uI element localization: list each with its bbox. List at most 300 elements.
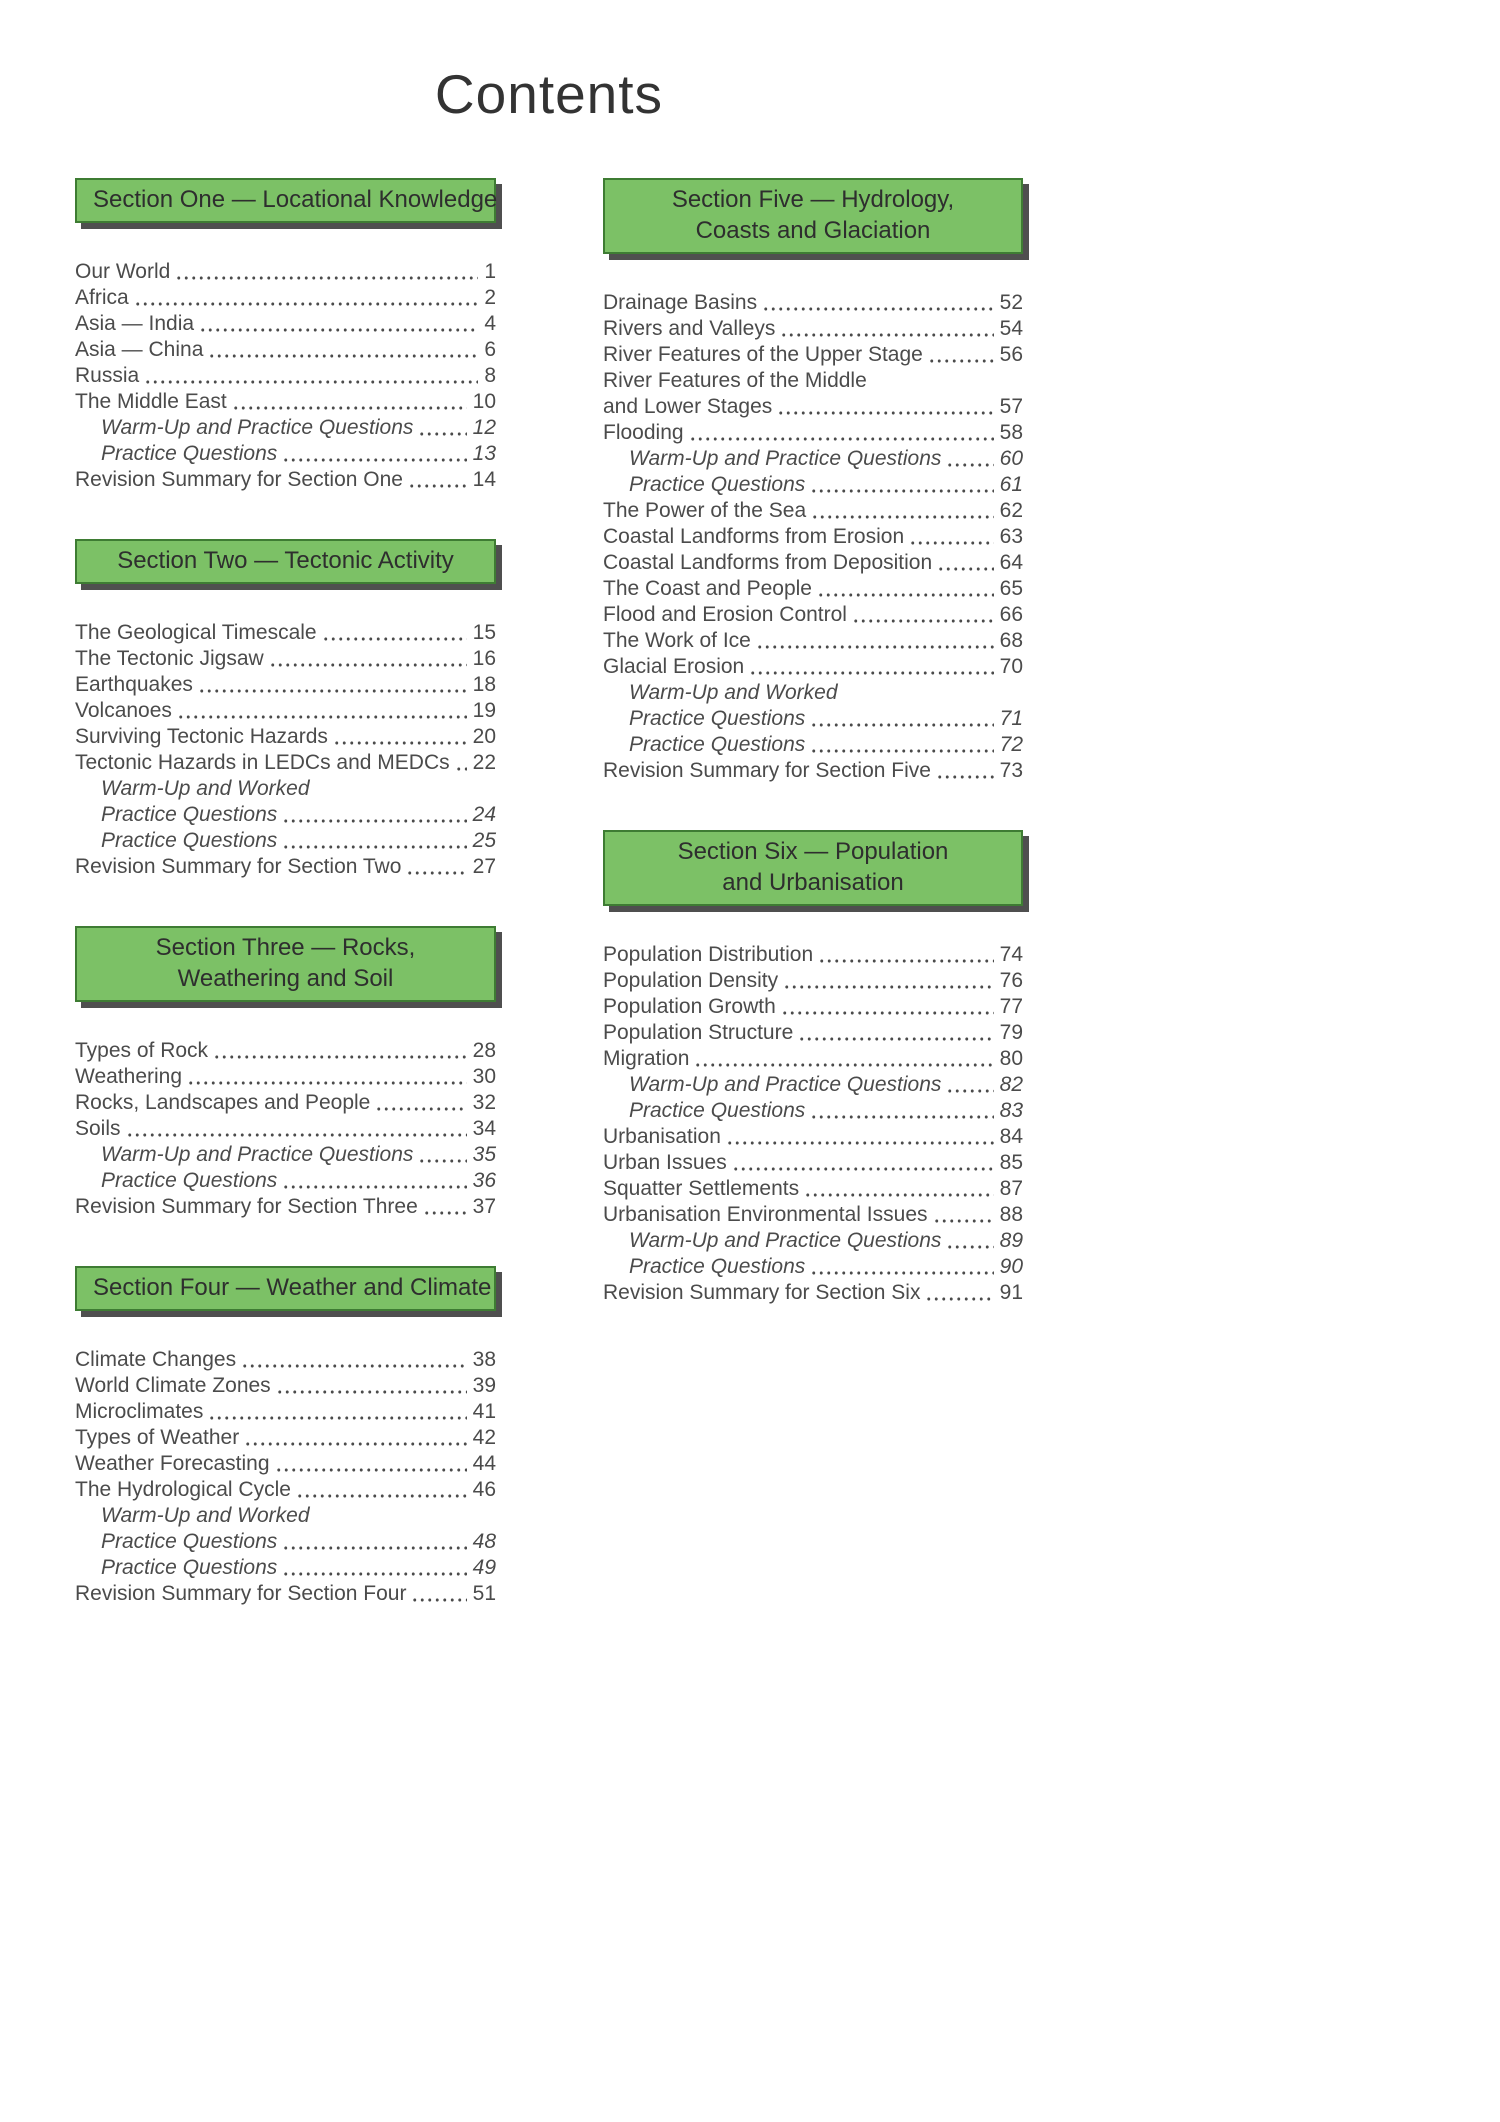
toc-entry-page: 91 (999, 1281, 1023, 1304)
dot-leader (816, 576, 994, 602)
toc-entry-page: 12 (472, 416, 496, 439)
toc-section (75, 493, 496, 880)
toc-entry-label: Climate Changes (75, 1348, 237, 1371)
toc-entry-label: Migration (603, 1047, 690, 1070)
section-heading: Section Six — Population (677, 838, 949, 865)
toc-entry (75, 776, 496, 802)
toc-entry-page: 38 (472, 1348, 496, 1371)
dot-leader (809, 1254, 993, 1280)
toc-entry (603, 942, 1023, 968)
toc-entry (603, 498, 1023, 524)
toc-entry (75, 620, 496, 646)
toc-entry-page: 61 (999, 473, 1023, 496)
toc-entry-label: Revision Summary for Section Five (603, 759, 931, 782)
toc-entry (603, 368, 1023, 394)
toc-entry-label: Practice Questions (629, 1099, 806, 1122)
toc-section (75, 1220, 496, 1607)
dot-leader (410, 1581, 466, 1607)
toc-entry-page: 64 (999, 551, 1023, 574)
toc-entry (603, 1098, 1023, 1124)
toc-entry-label: Urbanisation (603, 1125, 721, 1148)
toc-entry (75, 363, 496, 389)
dot-leader (809, 706, 993, 732)
toc-entry (603, 316, 1023, 342)
toc-entry-page: 68 (999, 629, 1023, 652)
dot-leader (417, 1142, 466, 1168)
toc-entry (75, 415, 496, 441)
toc-entry-page: 28 (472, 1039, 496, 1062)
toc-entry-label: Microclimates (75, 1400, 204, 1423)
toc-entry (603, 1150, 1023, 1176)
toc-entry-page: 62 (999, 499, 1023, 522)
toc-entry-page: 44 (472, 1452, 496, 1475)
toc-entry-page: 71 (999, 707, 1023, 730)
toc-entry (75, 1168, 496, 1194)
toc-entry-page: 25 (472, 829, 496, 852)
toc-entry (75, 311, 496, 337)
dot-leader (725, 1124, 994, 1150)
toc-entry (603, 1072, 1023, 1098)
toc-entry-label: Revision Summary for Section One (75, 468, 403, 491)
toc-entry (603, 968, 1023, 994)
toc-entry-label: Volcanoes (75, 699, 172, 722)
toc-entry-page: 15 (472, 621, 496, 644)
section-heading: Weathering and Soil (177, 965, 394, 992)
toc-entry (603, 290, 1023, 316)
toc-entry (75, 1529, 496, 1555)
toc-entry-page: 4 (484, 312, 496, 335)
toc-entry-label: Surviving Tectonic Hazards (75, 725, 328, 748)
toc-entry-page: 16 (472, 647, 496, 670)
toc-entry (603, 394, 1023, 420)
section-heading: Section Four — Weather and Climate (93, 1274, 492, 1301)
toc-entry-list (75, 1038, 496, 1220)
toc-entry (75, 1503, 496, 1529)
dot-leader (207, 1399, 466, 1425)
dot-leader (731, 1150, 994, 1176)
toc-entry-page: 57 (999, 395, 1023, 418)
toc-entry-list (603, 942, 1023, 1306)
toc-entry-label: Glacial Erosion (603, 655, 745, 678)
toc-entry-label: Warm-Up and Practice Questions (629, 1229, 942, 1252)
dot-leader (268, 646, 467, 672)
section-heading-box (75, 178, 496, 223)
toc-entry-label: Practice Questions (101, 1530, 278, 1553)
dot-leader (908, 524, 994, 550)
dot-leader (945, 446, 993, 472)
toc-entry-label: Population Growth (603, 995, 776, 1018)
toc-entry-label: Practice Questions (101, 1556, 278, 1579)
toc-entry (75, 854, 496, 880)
toc-entry-label: Practice Questions (629, 1255, 806, 1278)
dot-leader (274, 1451, 467, 1477)
toc-entry (603, 446, 1023, 472)
toc-entry (603, 524, 1023, 550)
toc-entry-page: 82 (999, 1073, 1023, 1096)
toc-entry (75, 259, 496, 285)
toc-entry-page: 83 (999, 1099, 1023, 1122)
dot-leader (780, 994, 994, 1020)
toc-entry-page: 74 (999, 943, 1023, 966)
toc-entry-label: River Features of the Middle (603, 369, 867, 392)
toc-entry-label: Soils (75, 1117, 121, 1140)
toc-entry (75, 646, 496, 672)
toc-entry (603, 1020, 1023, 1046)
toc-columns (75, 178, 1023, 1607)
toc-entry (75, 1116, 496, 1142)
dot-leader (275, 1373, 467, 1399)
toc-entry-label: Tectonic Hazards in LEDCs and MEDCs (75, 751, 450, 774)
dot-leader (281, 802, 466, 828)
dot-leader (945, 1228, 993, 1254)
toc-entry-page: 32 (472, 1091, 496, 1114)
toc-entry (603, 420, 1023, 446)
toc-entry-label: River Features of the Upper Stage (603, 343, 923, 366)
toc-entry (603, 706, 1023, 732)
toc-entry-page: 42 (472, 1426, 496, 1449)
dot-leader (945, 1072, 993, 1098)
toc-entry-page: 39 (472, 1374, 496, 1397)
toc-entry-page: 14 (472, 468, 496, 491)
dot-leader (779, 316, 993, 342)
dot-leader (755, 628, 994, 654)
dot-leader (186, 1064, 467, 1090)
toc-entry (75, 828, 496, 854)
toc-entry (75, 724, 496, 750)
dot-leader (281, 1529, 466, 1555)
toc-entry-page: 10 (472, 390, 496, 413)
toc-entry-page: 41 (472, 1400, 496, 1423)
toc-entry-page: 52 (999, 291, 1023, 314)
toc-entry-page: 6 (484, 338, 496, 361)
toc-entry-label: Warm-Up and Worked (101, 777, 310, 800)
toc-entry-page: 46 (472, 1478, 496, 1501)
dot-leader (243, 1425, 466, 1451)
toc-entry-label: Revision Summary for Section Two (75, 855, 402, 878)
toc-entry-page: 72 (999, 733, 1023, 756)
toc-entry-list (75, 259, 496, 493)
toc-entry (75, 467, 496, 493)
dot-leader (174, 259, 478, 285)
toc-column-1 (75, 178, 496, 1607)
dot-leader (281, 1168, 466, 1194)
toc-entry-page: 27 (472, 855, 496, 878)
section-heading-box (75, 926, 496, 1002)
toc-entry (75, 1194, 496, 1220)
toc-entry (75, 698, 496, 724)
toc-entry-label: Practice Questions (101, 829, 278, 852)
toc-entry-page: 60 (999, 447, 1023, 470)
toc-entry-page: 51 (472, 1582, 496, 1605)
toc-entry-label: The Power of the Sea (603, 499, 807, 522)
toc-entry-page: 77 (999, 995, 1023, 1018)
dot-leader (281, 441, 466, 467)
toc-entry (75, 1347, 496, 1373)
toc-entry (75, 1477, 496, 1503)
toc-entry-label: Earthquakes (75, 673, 193, 696)
toc-entry-list (75, 1347, 496, 1607)
toc-entry-label: Population Density (603, 969, 779, 992)
toc-entry-label: and Lower Stages (603, 395, 773, 418)
toc-entry-page: 1 (484, 260, 496, 283)
toc-entry-label: Asia — China (75, 338, 204, 361)
toc-entry-page: 37 (472, 1195, 496, 1218)
section-heading: Section Three — Rocks, (155, 934, 416, 961)
toc-entry-label: Warm-Up and Practice Questions (101, 416, 414, 439)
dot-leader (143, 363, 478, 389)
toc-entry-label: The Work of Ice (603, 629, 751, 652)
toc-entry-page: 84 (999, 1125, 1023, 1148)
toc-entry-list (75, 620, 496, 880)
toc-entry (603, 732, 1023, 758)
toc-entry (603, 628, 1023, 654)
toc-entry-label: Weathering (75, 1065, 183, 1088)
toc-entry-page: 58 (999, 421, 1023, 444)
toc-entry-label: Types of Weather (75, 1426, 240, 1449)
toc-entry (75, 1451, 496, 1477)
toc-entry-label: Our World (75, 260, 171, 283)
toc-entry-page: 48 (472, 1530, 496, 1553)
toc-entry-page: 85 (999, 1151, 1023, 1174)
toc-entry (603, 1046, 1023, 1072)
toc-entry-label: The Hydrological Cycle (75, 1478, 291, 1501)
toc-entry-label: Drainage Basins (603, 291, 758, 314)
toc-entry (75, 1399, 496, 1425)
section-heading-box (75, 539, 496, 584)
dot-leader (405, 854, 466, 880)
toc-entry (75, 285, 496, 311)
dot-leader (207, 337, 478, 363)
toc-entry-label: Practice Questions (101, 1169, 278, 1192)
toc-entry-label: Coastal Landforms from Deposition (603, 551, 933, 574)
dot-leader (927, 342, 994, 368)
toc-entry-page: 34 (472, 1117, 496, 1140)
dot-leader (240, 1347, 467, 1373)
toc-entry-page: 19 (472, 699, 496, 722)
toc-entry (603, 994, 1023, 1020)
dot-leader (810, 498, 994, 524)
toc-entry-label: Warm-Up and Practice Questions (629, 1073, 942, 1096)
toc-entry-page: 79 (999, 1021, 1023, 1044)
toc-entry-page: 87 (999, 1177, 1023, 1200)
contents-area (75, 62, 1023, 1607)
section-heading: Section Five — Hydrology, (671, 186, 955, 213)
toc-entry (75, 1064, 496, 1090)
toc-entry-label: Coastal Landforms from Erosion (603, 525, 905, 548)
dot-leader (417, 415, 466, 441)
dot-leader (809, 732, 993, 758)
toc-entry-label: Practice Questions (101, 803, 278, 826)
toc-entry-label: Population Distribution (603, 943, 814, 966)
toc-entry-page: 18 (472, 673, 496, 696)
section-heading: and Urbanisation (722, 869, 904, 896)
toc-entry-label: Urbanisation Environmental Issues (603, 1203, 928, 1226)
toc-entry (603, 1254, 1023, 1280)
toc-entry-label: Warm-Up and Practice Questions (629, 447, 942, 470)
toc-entry-label: Practice Questions (629, 473, 806, 496)
toc-entry (75, 389, 496, 415)
toc-entry (75, 1090, 496, 1116)
dot-leader (407, 467, 467, 493)
dot-leader (198, 311, 478, 337)
toc-entry (603, 342, 1023, 368)
toc-entry-page: 22 (472, 751, 496, 774)
dot-leader (803, 1176, 994, 1202)
dot-leader (212, 1038, 467, 1064)
section-heading-box (75, 1266, 496, 1311)
dot-leader (776, 394, 993, 420)
dot-leader (809, 1098, 993, 1124)
section-heading: Section One — Locational Knowledge (93, 186, 498, 213)
toc-entry-label: The Geological Timescale (75, 621, 317, 644)
toc-entry-page: 35 (472, 1143, 496, 1166)
toc-entry-label: Rivers and Valleys (603, 317, 776, 340)
toc-entry (603, 1280, 1023, 1306)
section-heading: Coasts and Glaciation (695, 217, 931, 244)
dot-leader (851, 602, 994, 628)
toc-entry-label: Practice Questions (629, 733, 806, 756)
toc-entry (603, 550, 1023, 576)
dot-leader (332, 724, 467, 750)
toc-column-2 (603, 178, 1023, 1607)
toc-entry-label: Flood and Erosion Control (603, 603, 847, 626)
toc-entry-label: Warm-Up and Practice Questions (101, 1143, 414, 1166)
toc-entry (603, 680, 1023, 706)
toc-entry-label: Types of Rock (75, 1039, 209, 1062)
dot-leader (133, 285, 479, 311)
toc-entry-page: 90 (999, 1255, 1023, 1278)
toc-entry-label: Practice Questions (629, 707, 806, 730)
toc-entry-label: Africa (75, 286, 129, 309)
dot-leader (295, 1477, 467, 1503)
toc-entry-page: 36 (472, 1169, 496, 1192)
page-title: Contents (434, 63, 664, 125)
dot-leader (782, 968, 994, 994)
toc-entry-page: 2 (484, 286, 496, 309)
toc-entry-label: Squatter Settlements (603, 1177, 800, 1200)
dot-leader (924, 1280, 993, 1306)
toc-entry (75, 1581, 496, 1607)
toc-entry-page: 66 (999, 603, 1023, 626)
toc-entry-page: 76 (999, 969, 1023, 992)
toc-entry-label: Rocks, Landscapes and People (75, 1091, 371, 1114)
toc-entry-label: The Coast and People (603, 577, 812, 600)
dot-leader (197, 672, 467, 698)
toc-entry-label: Revision Summary for Section Three (75, 1195, 418, 1218)
section-heading-box (603, 830, 1023, 906)
toc-entry-page: 30 (472, 1065, 496, 1088)
toc-section (75, 178, 496, 493)
dot-leader (797, 1020, 993, 1046)
section-heading-box (603, 178, 1023, 254)
toc-entry (603, 602, 1023, 628)
toc-entry-label: World Climate Zones (75, 1374, 271, 1397)
dot-leader (454, 750, 467, 776)
dot-leader (125, 1116, 467, 1142)
toc-entry-page: 13 (472, 442, 496, 465)
toc-entry (603, 472, 1023, 498)
toc-entry (603, 576, 1023, 602)
dot-leader (281, 1555, 466, 1581)
toc-entry-page: 49 (472, 1556, 496, 1579)
dot-leader (231, 389, 467, 415)
dot-leader (817, 942, 994, 968)
toc-entry-page: 89 (999, 1229, 1023, 1252)
dot-leader (748, 654, 993, 680)
toc-entry-label: Population Structure (603, 1021, 794, 1044)
toc-entry (603, 1202, 1023, 1228)
toc-entry-label: The Middle East (75, 390, 227, 413)
dot-leader (281, 828, 466, 854)
toc-section (603, 784, 1023, 1306)
dot-leader (935, 758, 994, 784)
toc-entry-list (603, 290, 1023, 784)
toc-entry-page: 8 (484, 364, 496, 387)
dot-leader (932, 1202, 994, 1228)
toc-entry (75, 1425, 496, 1451)
toc-entry-label: Asia — India (75, 312, 195, 335)
toc-entry (75, 1555, 496, 1581)
toc-entry-label: Revision Summary for Section Four (75, 1582, 407, 1605)
dot-leader (176, 698, 467, 724)
toc-entry-page: 73 (999, 759, 1023, 782)
dot-leader (936, 550, 993, 576)
toc-entry (603, 1176, 1023, 1202)
dot-leader (761, 290, 994, 316)
toc-section (75, 880, 496, 1220)
toc-entry-label: Warm-Up and Worked (629, 681, 838, 704)
toc-section (603, 178, 1023, 784)
toc-entry-page: 24 (472, 803, 496, 826)
toc-entry (603, 654, 1023, 680)
toc-entry-page: 63 (999, 525, 1023, 548)
dot-leader (809, 472, 993, 498)
toc-entry (75, 1373, 496, 1399)
toc-entry (75, 441, 496, 467)
toc-entry-page: 56 (999, 343, 1023, 366)
toc-entry (603, 1228, 1023, 1254)
toc-entry-label: Flooding (603, 421, 684, 444)
toc-entry (75, 1142, 496, 1168)
dot-leader (374, 1090, 466, 1116)
toc-entry (603, 758, 1023, 784)
toc-entry-page: 54 (999, 317, 1023, 340)
toc-entry-label: The Tectonic Jigsaw (75, 647, 264, 670)
toc-entry-label: Warm-Up and Worked (101, 1504, 310, 1527)
toc-entry (75, 1038, 496, 1064)
toc-entry-label: Urban Issues (603, 1151, 727, 1174)
toc-entry-page: 80 (999, 1047, 1023, 1070)
toc-entry (75, 750, 496, 776)
toc-entry (75, 802, 496, 828)
dot-leader (693, 1046, 993, 1072)
toc-entry-page: 65 (999, 577, 1023, 600)
toc-entry-label: Russia (75, 364, 140, 387)
toc-entry-page: 70 (999, 655, 1023, 678)
section-heading: Section Two — Tectonic Activity (117, 547, 454, 574)
dot-leader (321, 620, 467, 646)
toc-entry-page: 20 (472, 725, 496, 748)
toc-entry-label: Revision Summary for Section Six (603, 1281, 921, 1304)
toc-entry-label: Weather Forecasting (75, 1452, 270, 1475)
dot-leader (422, 1194, 467, 1220)
toc-entry (603, 1124, 1023, 1150)
toc-entry-page: 88 (999, 1203, 1023, 1226)
toc-entry-label: Practice Questions (101, 442, 278, 465)
toc-entry (75, 672, 496, 698)
dot-leader (688, 420, 994, 446)
toc-entry (75, 337, 496, 363)
